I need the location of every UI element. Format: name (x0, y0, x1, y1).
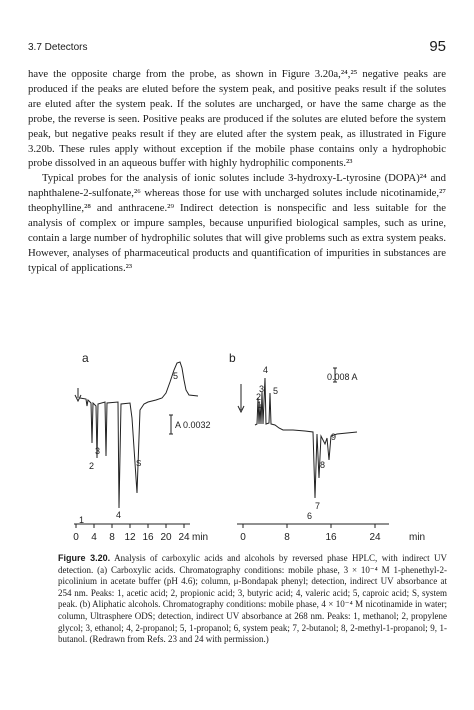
chromatogram-a (58, 348, 211, 553)
paragraph: Typical probes for the analysis of ionic solutes include 3-hydroxy-L-tyrosine (DOPA)²⁴ and naphthalene-2-sulfonate,²⁶ whereas those for use with uncharged solutes include nicotinamide,²⁷ theophylline,²⁸ and anthracene.²⁹ Indirect detection is nonspecific and less suitable for the analysis of complex or impure samples, because unpurified biological samples, such as urine, contain a large number of hydrophilic solutes that will give problems such as extra system peaks. However, analyses of pharmaceutical products and quantification of impurities in substances are typical of applications.²³ (28, 172, 446, 274)
peak-label: 2 (89, 461, 95, 471)
caption-label: Figure 3.20. (58, 553, 111, 563)
peak-label: 3 (95, 446, 101, 456)
scale-bar-a (169, 415, 173, 434)
peak-label: 1 (257, 400, 263, 410)
trace-a (80, 362, 198, 508)
peak-label: 2 (256, 392, 262, 402)
peak-label: 9 (331, 432, 337, 442)
peak-label: 6 (307, 511, 313, 521)
tick-label: 20 (160, 532, 172, 543)
peak-label: 5 (273, 386, 279, 396)
tick-label: 24 (369, 532, 381, 543)
peak-label: 1 (79, 515, 85, 525)
tick-label: 0 (240, 532, 246, 543)
axis-ticks-b (243, 524, 375, 528)
peak-label: 5 (173, 371, 179, 381)
axis-tick-labels-a (73, 532, 190, 543)
chromatogram-b (223, 348, 453, 553)
peak-label: 3 (259, 384, 265, 394)
scale-bar-label-b: 0.008 A (327, 372, 358, 382)
caption-text: Analysis of carboxylic acids and alcohols by reversed phase HPLC, with indirect UV detection. (a) Carboxylic acids. Chromatography conditions: mobile phase, 3 × 10⁻⁴ M 1-phenethyl-2-picolinium in acetate buffer (pH 4.6); column, μ-Bondapak phenyl; detection, indirect UV absorbance at 254 nm. Peaks: 1, acetic acid; 2, propionic acid; 3, butyric acid; 4, valeric acid; 5, caproic acid; S, system peak. (b) Aliphatic alcohols. Chromatography conditions: mobile phase, 4 × 10⁻⁴ M nicotinamide in water; column, Ultrasphere ODS; detection, indirect UV absorbance at 268 nm. Peaks: 1, methanol; 2, propylene glycol; 3, ethanol; 4, 2-propanol; 5, 1-propanol; 6, system peak; 7, 2-butanol; 8, 2-methyl-1-propanol; 9, 1-butanol. (Redrawn from Refs. 23 and 24 with permission.) (58, 553, 447, 645)
scale-bar-label-a: A 0.0032 (175, 420, 211, 430)
tick-label: 16 (325, 532, 337, 543)
peak-label: 4 (116, 510, 122, 520)
body-text (28, 67, 446, 276)
injection-arrow-icon (238, 384, 244, 412)
tick-label: 24 (178, 532, 190, 543)
tick-label: 8 (109, 532, 115, 543)
tick-label: 8 (284, 532, 290, 543)
tick-label: 4 (91, 532, 97, 543)
section-title: 3.7 Detectors (28, 42, 88, 53)
tick-label: 0 (73, 532, 79, 543)
running-header (28, 40, 446, 54)
tick-label: 16 (142, 532, 154, 543)
panel-label-a: a (82, 351, 89, 365)
injection-arrow-icon (75, 388, 81, 401)
trace-b (255, 378, 357, 498)
page-number: 95 (429, 38, 446, 55)
peak-label: 4 (263, 365, 269, 375)
panel-label-b: b (229, 351, 236, 365)
peak-labels-a (79, 371, 178, 525)
peak-label: 8 (320, 460, 326, 470)
axis-unit-a: min (192, 532, 209, 543)
figure-caption (58, 553, 447, 646)
peak-label: 7 (315, 501, 321, 511)
axis-tick-labels-b (240, 532, 381, 543)
axis-unit-b: min (409, 532, 426, 543)
axis-ticks-a (76, 524, 184, 528)
figure-3-20 (58, 348, 448, 553)
paragraph: have the opposite charge from the probe, as shown in Figure 3.20a,²⁴,²⁵ negative peaks are produced if the peaks are eluted before the system peak, and positive peaks result if the solutes are eluted after the system peak. If the solutes are uncharged, or have the same charge as the probe, the reverse is seen. Positive peaks are produced if the solutes are eluted before the system peak, but negative peaks result if they are eluted after the system peak, as illustrated in Figure 3.20b. These rules apply without exception if the mobile phase contains only a hydrophobic probe dissolved in an aqueous buffer with highly hydrophilic components.²³ (28, 68, 446, 170)
peak-label: S (136, 459, 142, 468)
tick-label: 12 (124, 532, 136, 543)
